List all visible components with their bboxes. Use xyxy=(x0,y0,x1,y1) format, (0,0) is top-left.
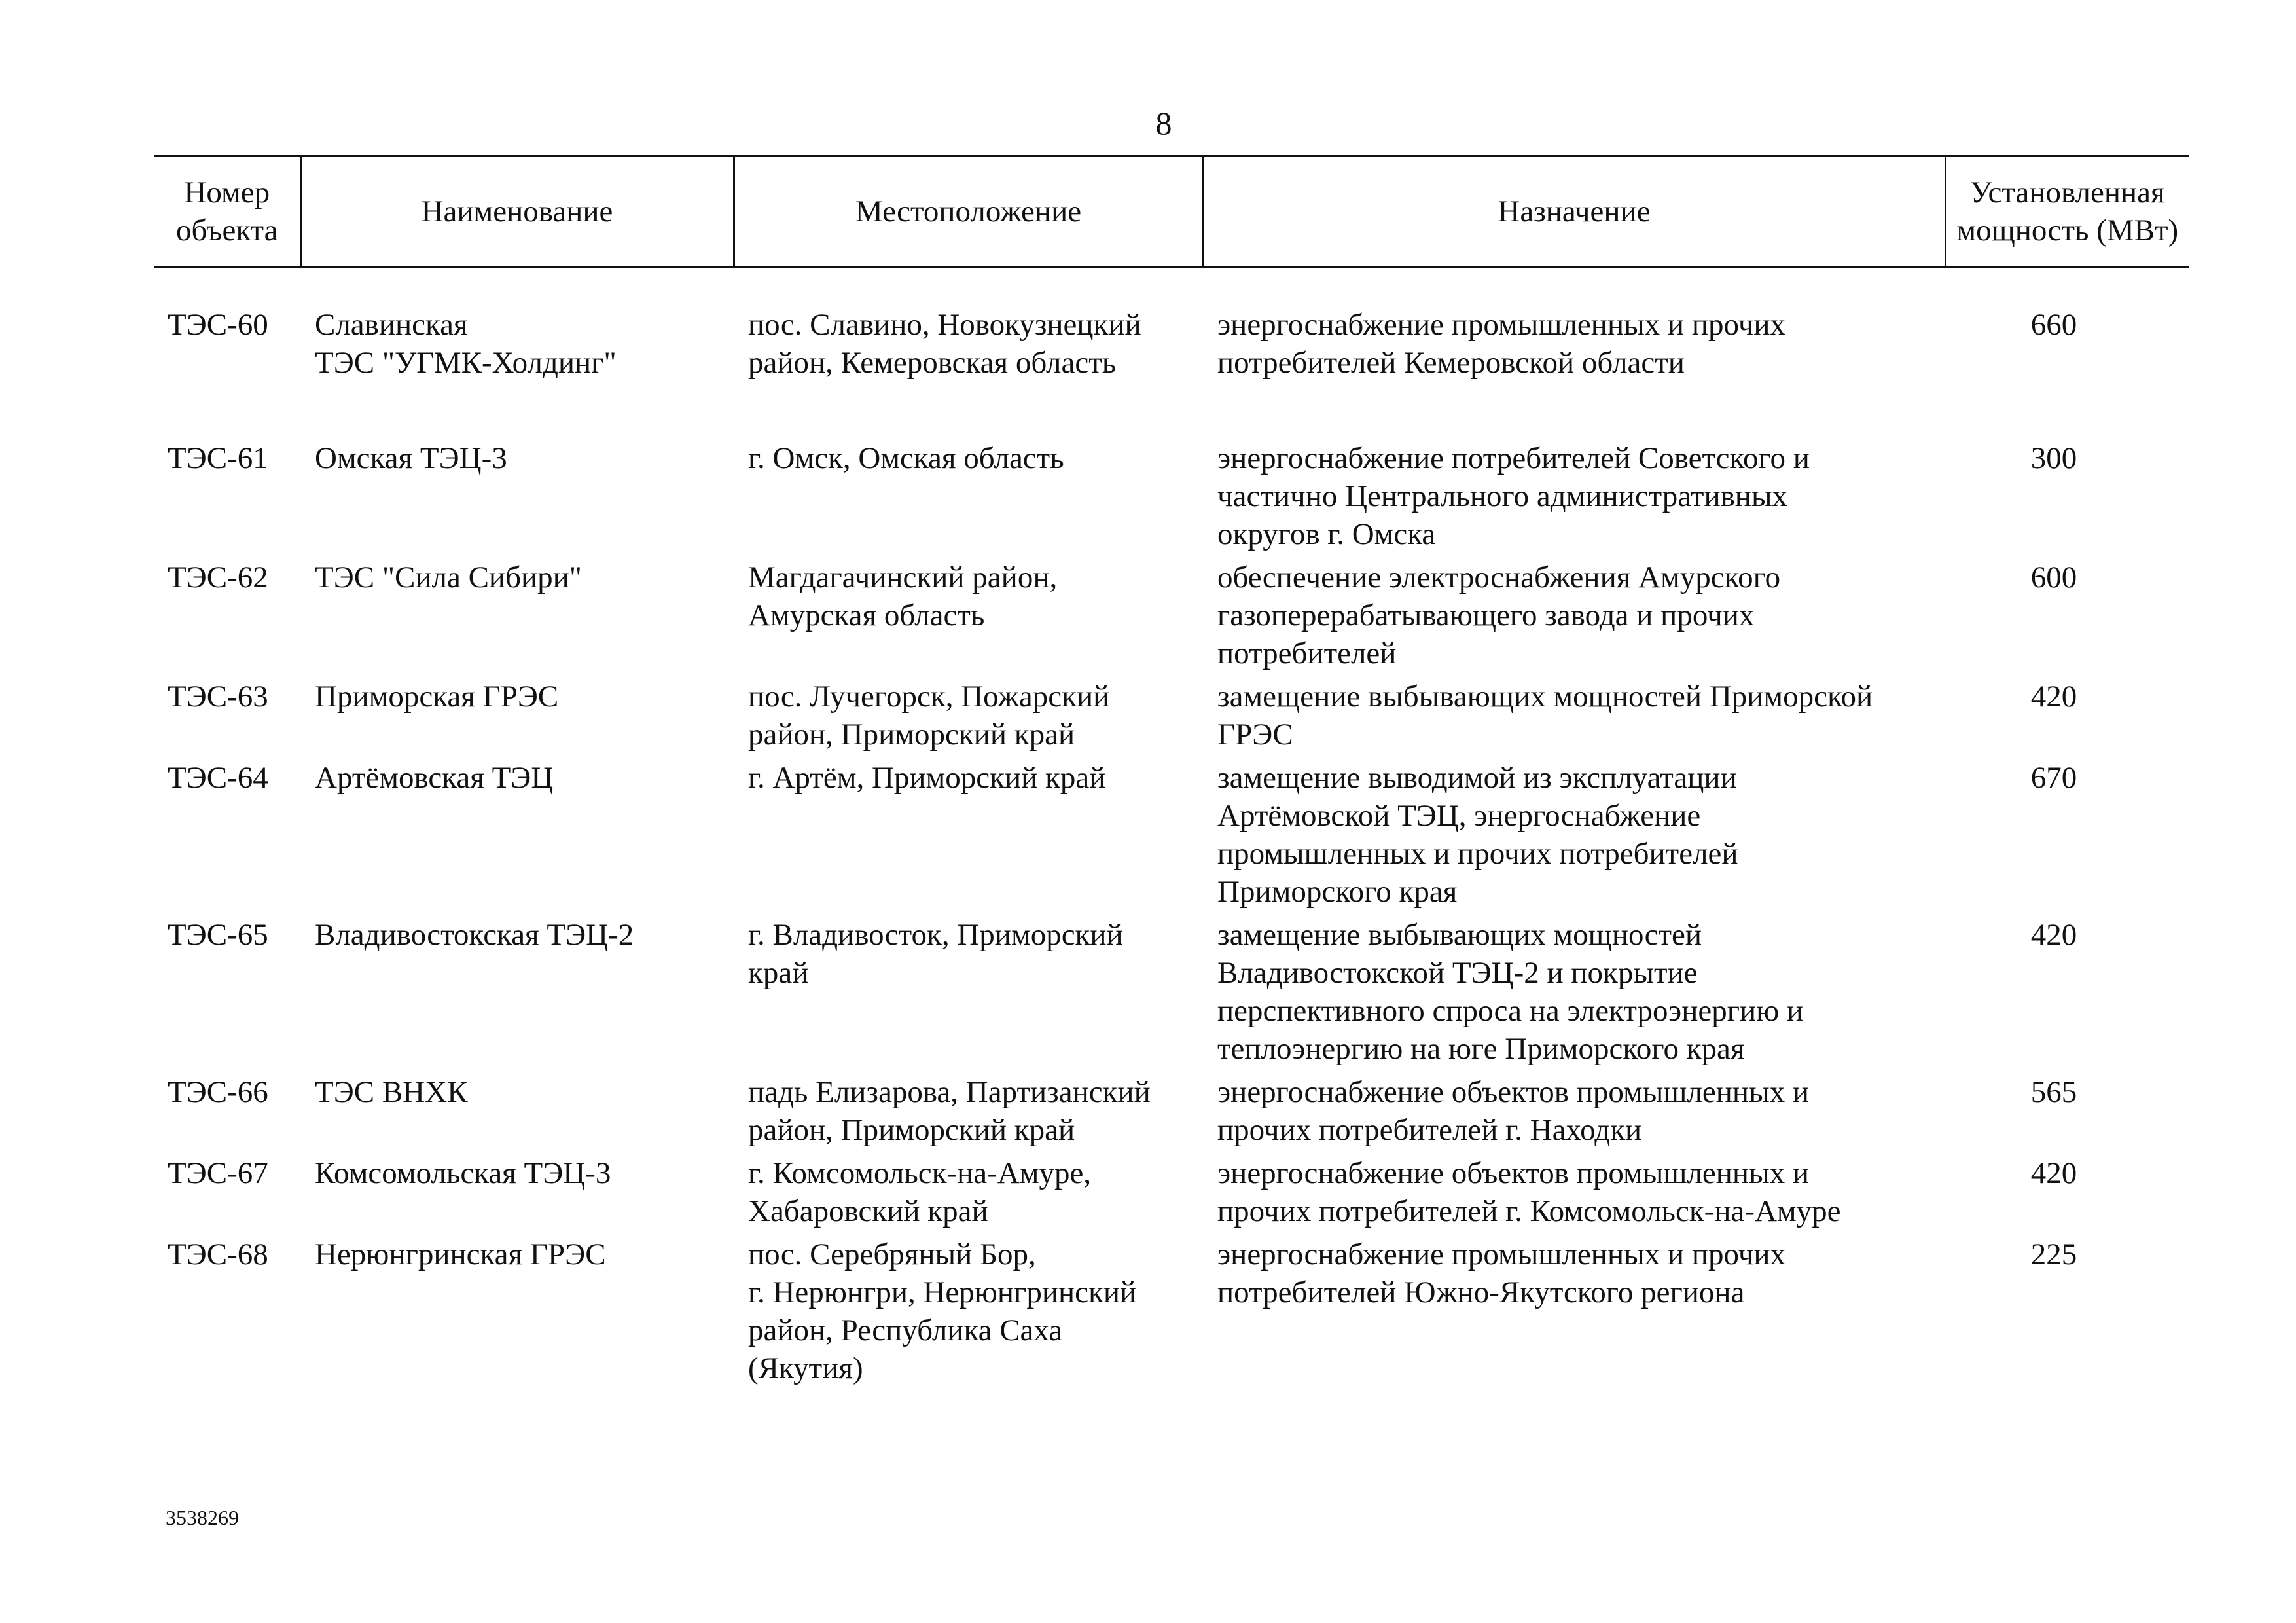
header-number: Номер объекта xyxy=(154,156,300,267)
header-capacity: Установленная мощность (МВт) xyxy=(1945,156,2189,267)
object-capacity: 565 xyxy=(2030,1075,2077,1109)
object-purpose: замещение выбывающих мощностей Владивостокской ТЭЦ-2 и покрытие перспективного спроса на электроэнергию и теплоэнергию на юге Приморского края xyxy=(1217,918,1804,1066)
object-number: ТЭС-68 xyxy=(168,1237,268,1271)
object-capacity: 670 xyxy=(2030,761,2077,795)
object-name: ТЭС "Сила Сибири" xyxy=(315,560,582,594)
table-row xyxy=(154,558,2189,678)
object-purpose: энергоснабжение промышленных и прочих потребителей Кемеровской области xyxy=(1217,308,1786,380)
table-row xyxy=(154,1073,2189,1154)
header-location: Местоположение xyxy=(734,156,1203,267)
object-purpose: энергоснабжение промышленных и прочих потребителей Южно-Якутского региона xyxy=(1217,1237,1786,1309)
object-purpose: энергоснабжение объектов промышленных и прочих потребителей г. Комсомольск-на-Амуре xyxy=(1217,1156,1841,1228)
object-name: Комсомольская ТЭЦ-3 xyxy=(315,1156,611,1190)
object-purpose: энергоснабжение потребителей Советского и частично Центрального административных округов г. Омска xyxy=(1217,441,1810,551)
table-row xyxy=(154,439,2189,558)
object-capacity: 225 xyxy=(2030,1237,2077,1271)
object-number: ТЭС-66 xyxy=(168,1075,268,1109)
object-purpose: энергоснабжение объектов промышленных и прочих потребителей г. Находки xyxy=(1217,1075,1810,1147)
object-name: Артёмовская ТЭЦ xyxy=(315,761,554,795)
table-row xyxy=(154,1235,2189,1387)
object-number: ТЭС-63 xyxy=(168,680,268,714)
object-number: ТЭС-67 xyxy=(168,1156,268,1190)
object-capacity: 300 xyxy=(2030,441,2077,475)
object-capacity: 660 xyxy=(2030,308,2077,342)
object-location: г. Артём, Приморский край xyxy=(748,761,1106,795)
object-purpose: замещение выводимой из эксплуатации Артёмовской ТЭЦ, энергоснабжение промышленных и прочих потребителей Приморского края xyxy=(1217,761,1738,909)
document-code: 3538269 xyxy=(166,1506,239,1529)
page-number: 8 xyxy=(1155,105,1172,141)
object-capacity: 420 xyxy=(2030,918,2077,952)
object-location: Магдагачинский район, Амурская область xyxy=(748,560,1058,632)
object-name: Владивостокская ТЭЦ-2 xyxy=(315,918,634,952)
table-row xyxy=(154,759,2189,916)
table-body xyxy=(154,267,2189,1388)
object-location: пос. Лучегорск, Пожарский район, Приморский край xyxy=(748,680,1110,752)
object-number: ТЭС-60 xyxy=(168,308,268,342)
table-row xyxy=(154,916,2189,1073)
object-location: г. Владивосток, Приморский край xyxy=(748,918,1123,990)
object-location: падь Елизарова, Партизанский район, Приморский край xyxy=(748,1075,1151,1147)
object-purpose: замещение выбывающих мощностей Приморской ГРЭС xyxy=(1217,680,1873,752)
object-location: пос. Серебряный Бор, г. Нерюнгри, Нерюнгринский район, Республика Саха (Якутия) xyxy=(748,1237,1137,1385)
object-number: ТЭС-61 xyxy=(168,441,268,475)
object-name: Приморская ГРЭС xyxy=(315,680,559,714)
object-location: г. Омск, Омская область xyxy=(748,441,1064,475)
table-row xyxy=(154,678,2189,759)
object-name: Омская ТЭЦ-3 xyxy=(315,441,507,475)
table-row xyxy=(154,1154,2189,1235)
header-name: Наименование xyxy=(300,156,734,267)
object-number: ТЭС-64 xyxy=(168,761,268,795)
header-purpose: Назначение xyxy=(1203,156,1945,267)
table-row xyxy=(154,306,2189,439)
power-plants-table xyxy=(154,155,2189,1387)
object-name: Нерюнгринская ГРЭС xyxy=(315,1237,606,1271)
object-name: ТЭС ВНХК xyxy=(315,1075,468,1109)
object-number: ТЭС-65 xyxy=(168,918,268,952)
header-gap xyxy=(154,267,2189,306)
object-purpose: обеспечение электроснабжения Амурского газоперерабатывающего завода и прочих потребителей xyxy=(1217,560,1781,670)
object-location: пос. Славино, Новокузнецкий район, Кемеровская область xyxy=(748,308,1141,380)
object-number: ТЭС-62 xyxy=(168,560,268,594)
object-capacity: 420 xyxy=(2030,1156,2077,1190)
object-capacity: 600 xyxy=(2030,560,2077,594)
object-capacity: 420 xyxy=(2030,680,2077,714)
object-name: Славинская ТЭС "УГМК-Холдинг" xyxy=(315,308,617,380)
object-location: г. Комсомольск-на-Амуре, Хабаровский край xyxy=(748,1156,1092,1228)
table-header-row xyxy=(154,156,2189,267)
